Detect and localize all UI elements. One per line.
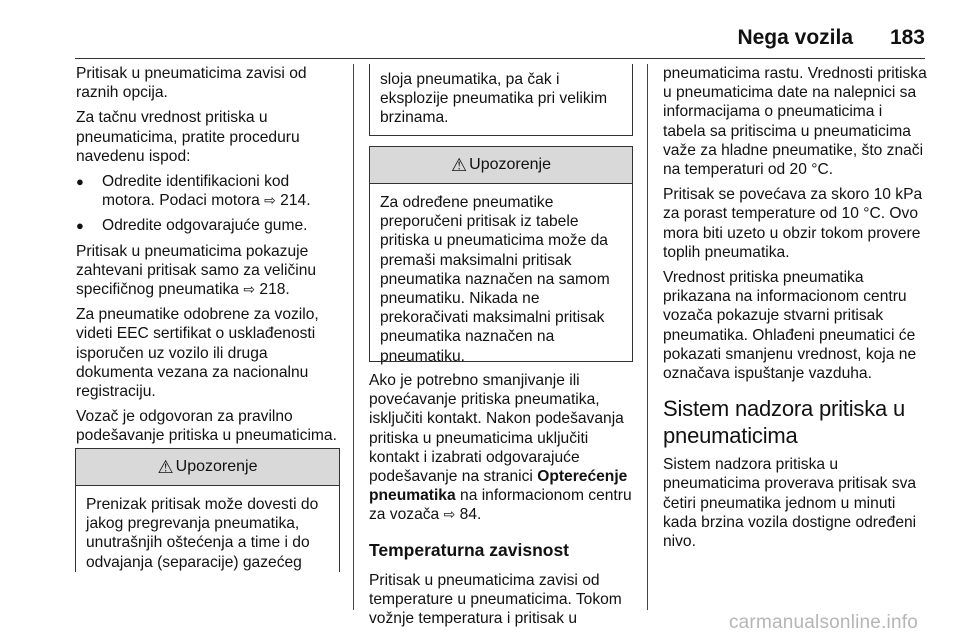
page-reference[interactable]: 84. xyxy=(459,506,482,524)
paragraph: Pritisak u pneumaticima pokazuje zahtevani pritisak samo za veličinu specifičnog pneumatika ⇨ 218. xyxy=(76,242,317,299)
paragraph: pneumaticima rastu. Vrednosti pritiska u pneumaticima date na nalepnici sa informacijama o pneumaticima i tabela sa pritiscima u pneumaticima važe za hladne pneumatike, što znači na temperaturi od 20 °C. xyxy=(663,65,927,179)
menu-setting-name: Opterećenje pneumatika xyxy=(369,468,628,505)
paragraph: Vrednost pritiska pneumatika prikazana na informacionom centru vozača pokazuje stvarni pritisak pneumatika. Ohlađeni pneumatici će pokazati smanjenu vrednost, koja ne označava ispuštanje vazduha. xyxy=(663,269,917,383)
header-divider xyxy=(75,58,925,59)
warning-triangle-icon: ⚠ xyxy=(157,456,174,477)
section-heading: Sistem nadzora pritiska u pneumaticima xyxy=(663,396,905,449)
bullet-dot-icon: ● xyxy=(76,174,84,190)
page-reference[interactable]: 218. xyxy=(259,281,290,299)
warning-header xyxy=(76,449,339,486)
list-item-text: Odredite odgovarajuće gume. xyxy=(102,217,308,235)
warning-text: Za određene pneumatike preporučeni pritisak iz tabele pritiska u pneumaticima može da premaši maksimalni pritisak pneumatika naznačen na samom pneumatiku. Nikada ne prekoračivati maksimalni pritisak pneumatika naznačen na pneumatiku. xyxy=(380,194,610,365)
paragraph: Vozač je odgovoran za pravilno podešavanje pritiska u pneumaticima. xyxy=(76,408,337,445)
paragraph: Pritisak u pneumaticima zavisi od raznih opcija. xyxy=(76,65,307,102)
paragraph: Sistem nadzora pritiska u pneumaticima proverava pritisak sva četiri pneumatika jednom u minuti kada brzina vozila dostigne određeni nivo. xyxy=(663,456,917,551)
warning-box-continued xyxy=(369,64,633,136)
paragraph: Pritisak se povećava za skoro 10 kPa za porast temperature od 10 °C. Ovo mora biti uzeto u obzir tokom provere toplih pneumatika. xyxy=(663,186,923,261)
header-title: Nega vozila xyxy=(737,26,853,49)
page-reference[interactable]: 214. xyxy=(280,192,311,210)
reference-arrow-icon: ⇨ xyxy=(443,506,456,523)
watermark: carmanualsonline.info xyxy=(728,612,918,633)
warning-text: Prenizak pritisak može dovesti do jakog pregrevanja pneumatika, unutrašnjih oštećenja a time i do odvajanja (separacije) gazećeg xyxy=(86,496,319,571)
list-item xyxy=(76,216,340,235)
column-3 xyxy=(663,64,928,557)
warning-box xyxy=(75,448,340,572)
paragraph: Pritisak u pneumaticima zavisi od temperature u pneumaticima. Tokom vožnje temperatura i pritisak u xyxy=(369,571,622,628)
column-2 xyxy=(369,371,635,634)
column-divider-2 xyxy=(647,64,648,610)
warning-triangle-icon: ⚠ xyxy=(451,154,468,175)
list-item xyxy=(76,172,340,210)
page-header xyxy=(0,26,960,56)
page-number: 183 xyxy=(889,26,925,49)
warning-title: Upozorenje xyxy=(469,156,551,173)
column-1 xyxy=(76,64,340,452)
warning-header xyxy=(370,147,632,184)
warning-title: Upozorenje xyxy=(175,458,258,475)
reference-arrow-icon: ⇨ xyxy=(243,281,256,298)
paragraph: Ako je potrebno smanjivanje ili povećavanje pritiska pneumatika, isključiti kontakt. Nakon podešavanja pritiska u pneumaticima uključiti kontakt i izabrati odgovarajuće podešavanje na stranici Opterećenje pneumatika na informacionom centru za vozača ⇨ 84. xyxy=(369,372,632,524)
warning-box xyxy=(369,146,633,365)
warning-text: sloja pneumatika, pa čak i eksplozije pneumatika pri velikim brzinama. xyxy=(380,71,608,127)
bullet-dot-icon: ● xyxy=(76,218,84,234)
paragraph: Za tačnu vrednost pritiska u pneumaticima, pratite proceduru navedenu ispod: xyxy=(76,109,300,165)
list-item-text: Odredite identifikacioni kod motora. Podaci motora xyxy=(102,173,290,210)
reference-arrow-icon: ⇨ xyxy=(264,192,276,209)
column-divider-1 xyxy=(353,64,354,610)
paragraph: Za pneumatike odobrene za vozilo, videti EEC sertifikat o usklađenosti isporučen uz vozilo ili druga dokumenta vezana za nacionalnu registraciju. xyxy=(76,306,319,401)
section-heading: Temperaturna zavisnost xyxy=(369,539,570,560)
